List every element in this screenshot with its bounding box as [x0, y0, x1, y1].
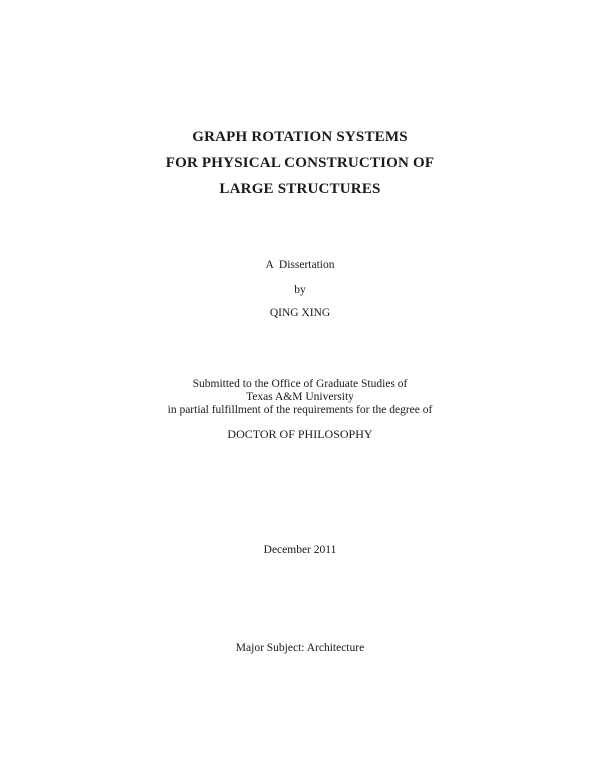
by-line	[0, 283, 600, 297]
document-type	[0, 258, 600, 272]
submission-line-2: Texas A&M University	[246, 391, 354, 403]
title-line-3: LARGE STRUCTURES	[219, 181, 381, 197]
title-line-1: GRAPH ROTATION SYSTEMS	[192, 129, 408, 145]
author-block	[0, 306, 600, 320]
submission-line-1: Submitted to the Office of Graduate Studies of	[192, 378, 408, 390]
degree-block	[0, 427, 600, 441]
submission-line-3: in partial fulfillment of the requirements for the degree of	[167, 404, 433, 416]
by-label: by	[294, 284, 306, 296]
major-subject-block	[0, 641, 600, 655]
title-line-2: FOR PHYSICAL CONSTRUCTION OF	[165, 155, 435, 171]
degree-name: DOCTOR OF PHILOSOPHY	[227, 427, 373, 441]
date-block	[0, 543, 600, 557]
dissertation-title	[0, 124, 600, 202]
submission-statement	[0, 377, 600, 417]
document-type-label: A Dissertation	[265, 259, 335, 271]
submission-date: December 2011	[263, 544, 337, 556]
major-subject: Major Subject: Architecture	[235, 642, 365, 654]
author-name: QING XING	[269, 307, 331, 319]
